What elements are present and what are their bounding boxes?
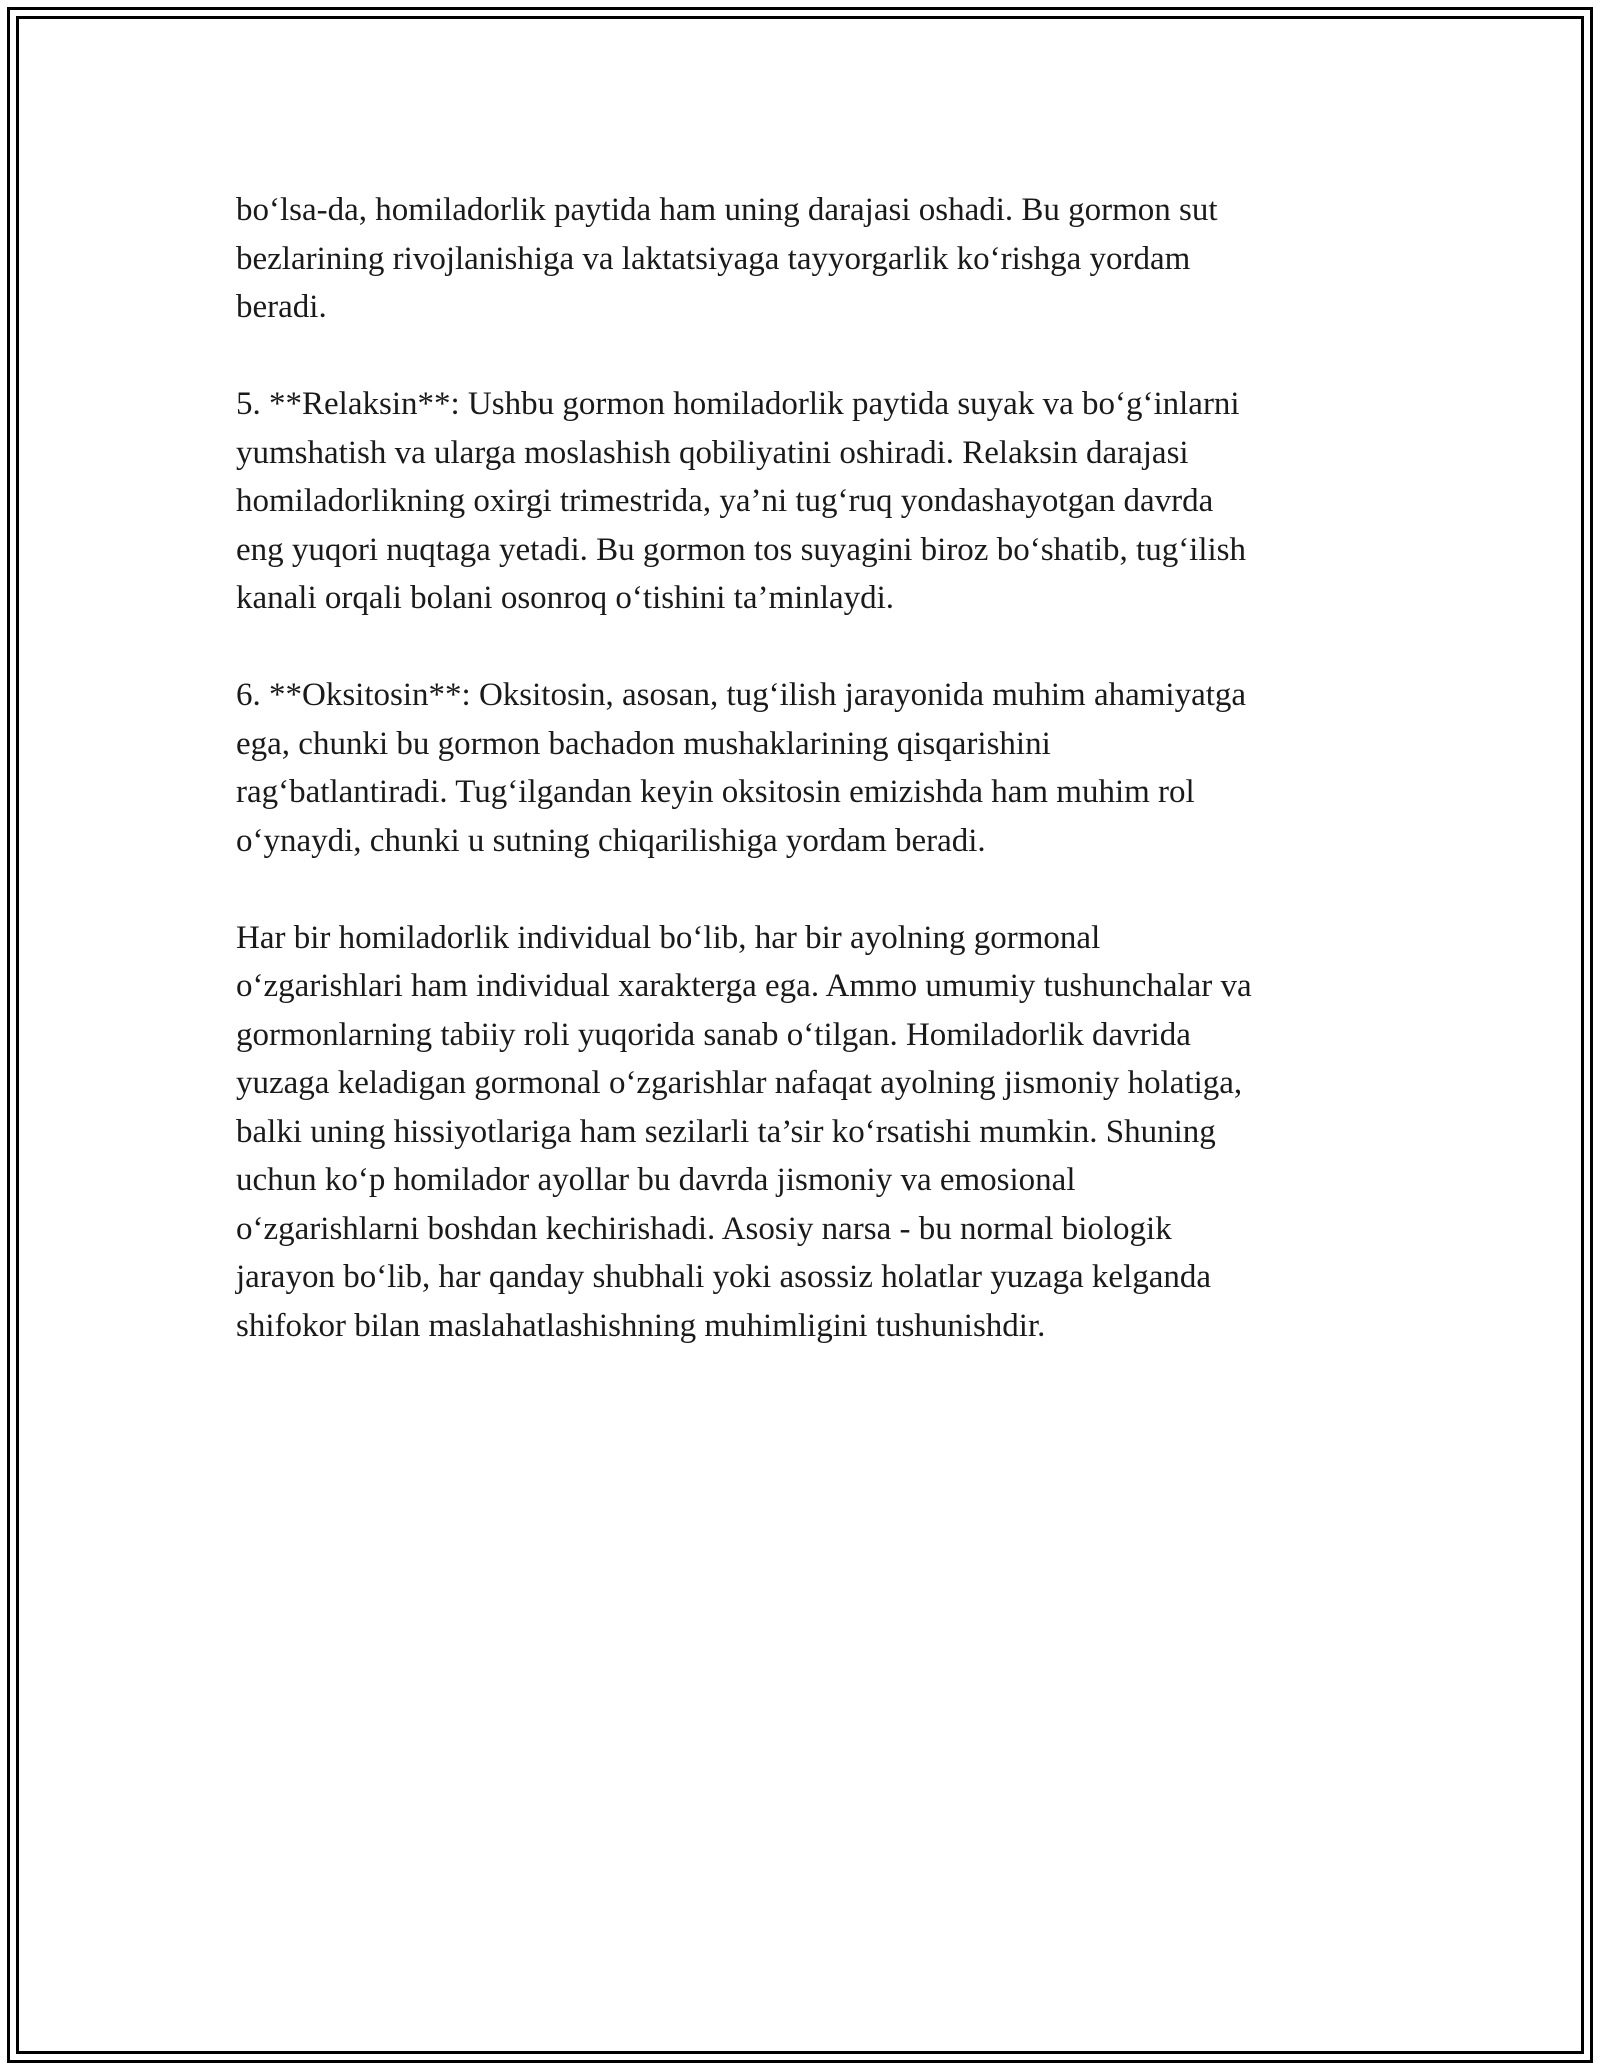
paragraph-conclusion: Har bir homiladorlik individual bo‘lib, har bir ayolning gormonal o‘zgarishlari ham individual xarakterga ega. Ammo umumiy tushunchalar va gormonlarning tabiiy roli yuqorida sanab o‘tilgan. Homiladorlik davrida yuzaga keladigan gormonal o‘zgarishlar nafaqat ayolning jismoniy holatiga, balki uning hissiyotlariga ham sezilarli ta’sir ko‘rsatishi mumkin. Shuning uchun ko‘p homilador ayollar bu davrda jismoniy va emosional o‘zgarishlarni boshdan kechirishadi. Asosiy narsa - bu normal biologik jarayon bo‘lib, har qanday shubhali yoki asossiz holatlar yuzaga kelganda shifokor bilan maslahatlashishning muhimligini tushunishdir. <box>236 919 1252 1344</box>
paragraph-oxytocin: 6. **Oksitosin**: Oksitosin, asosan, tug‘ilish jarayonida muhim ahamiyatga ega, chunki bu gormon bachadon mushaklarining qisqarishini rag‘batlantiradi. Tug‘ilgandan keyin oksitosin emizishda ham muhim rol o‘ynaydi, chunki u sutning chiqarilishiga yordam beradi. <box>236 677 1247 859</box>
paragraph-prolactin-continuation: bo‘lsa-da, homiladorlik paytida ham uning darajasi oshadi. Bu gormon sut bezlarining rivojlanishiga va laktatsiyaga tayyorgarlik ko‘rishga yordam beradi. <box>236 192 1218 325</box>
document-body <box>236 186 1376 1399</box>
paragraph-relaxin: 5. **Relaksin**: Ushbu gormon homiladorlik paytida suyak va bo‘g‘inlarni yumshatish va ularga moslashish qobiliyatini oshiradi. Relaksin darajasi homiladorlikning oxirgi trimestrida, ya’ni tug‘ruq yondashayotgan davrda eng yuqori nuqtaga yetadi. Bu gormon tos suyagini biroz bo‘shatib, tug‘ilish kanali orqali bolani osonroq o‘tishini ta’minlaydi. <box>236 386 1247 616</box>
